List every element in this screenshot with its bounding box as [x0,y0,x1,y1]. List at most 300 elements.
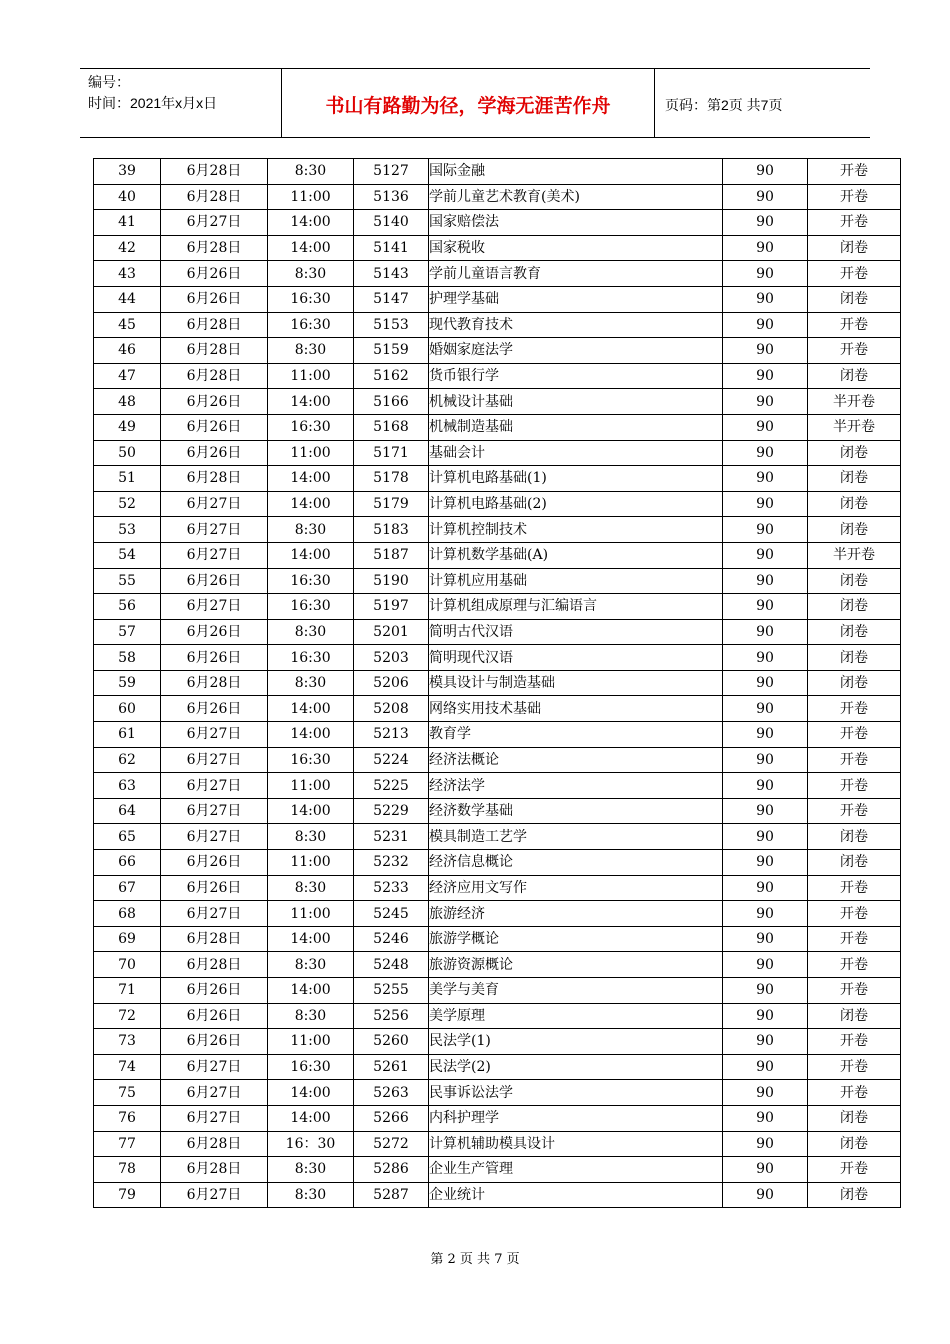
exam-date-cell: 6月28日 [161,1157,268,1183]
table-row [94,1029,901,1055]
course-name-cell: 学前儿童艺术教育(美术) [429,184,723,210]
row-number-cell: 63 [94,773,161,799]
row-number-cell: 48 [94,389,161,415]
course-name-cell: 计算机电路基础(1) [429,466,723,492]
duration-cell: 90 [723,798,808,824]
date-label: 时间：2021年x月x日 [88,95,218,111]
exam-time-cell: 14:00 [268,978,354,1004]
course-code-cell: 5153 [354,312,429,338]
exam-date-cell: 6月26日 [161,1003,268,1029]
row-number-cell: 69 [94,926,161,952]
table-row [94,773,901,799]
course-name-cell: 国家赔偿法 [429,210,723,236]
exam-time-cell: 8:30 [268,619,354,645]
row-number-cell: 75 [94,1080,161,1106]
table-row [94,594,901,620]
duration-cell: 90 [723,363,808,389]
course-code-cell: 5201 [354,619,429,645]
course-code-cell: 5127 [354,159,429,185]
course-code-cell: 5179 [354,491,429,517]
exam-date-cell: 6月27日 [161,901,268,927]
course-name-cell: 内科护理学 [429,1105,723,1131]
exam-time-cell: 11:00 [268,901,354,927]
exam-date-cell: 6月27日 [161,1054,268,1080]
row-number-cell: 50 [94,440,161,466]
duration-cell: 90 [723,491,808,517]
row-number-cell: 52 [94,491,161,517]
exam-type-cell: 闭卷 [808,235,901,261]
exam-type-cell: 开卷 [808,875,901,901]
exam-type-cell: 开卷 [808,338,901,364]
exam-time-cell: 14:00 [268,389,354,415]
table-row [94,670,901,696]
table-row [94,184,901,210]
exam-date-cell: 6月28日 [161,926,268,952]
exam-time-cell: 16:30 [268,312,354,338]
exam-schedule-table [93,158,901,1208]
course-name-cell: 护理学基础 [429,286,723,312]
table-row [94,978,901,1004]
course-code-cell: 5287 [354,1182,429,1208]
table-row [94,722,901,748]
exam-date-cell: 6月26日 [161,286,268,312]
course-code-cell: 5272 [354,1131,429,1157]
course-name-cell: 旅游经济 [429,901,723,927]
exam-date-cell: 6月27日 [161,517,268,543]
exam-time-cell: 11:00 [268,850,354,876]
duration-cell: 90 [723,1054,808,1080]
course-code-cell: 5178 [354,466,429,492]
row-number-cell: 46 [94,338,161,364]
exam-date-cell: 6月26日 [161,645,268,671]
course-name-cell: 计算机应用基础 [429,568,723,594]
exam-type-cell: 开卷 [808,261,901,287]
exam-date-cell: 6月27日 [161,1182,268,1208]
course-name-cell: 模具制造工艺学 [429,824,723,850]
table-row [94,517,901,543]
duration-cell: 90 [723,670,808,696]
course-name-cell: 计算机组成原理与汇编语言 [429,594,723,620]
row-number-cell: 59 [94,670,161,696]
table-row [94,542,901,568]
exam-date-cell: 6月26日 [161,440,268,466]
duration-cell: 90 [723,978,808,1004]
course-name-cell: 旅游资源概论 [429,952,723,978]
duration-cell: 90 [723,696,808,722]
duration-cell: 90 [723,159,808,185]
course-name-cell: 计算机电路基础(2) [429,491,723,517]
course-code-cell: 5141 [354,235,429,261]
duration-cell: 90 [723,1131,808,1157]
course-name-cell: 美学原理 [429,1003,723,1029]
exam-type-cell: 开卷 [808,1080,901,1106]
exam-time-cell: 8:30 [268,1003,354,1029]
exam-date-cell: 6月27日 [161,747,268,773]
exam-time-cell: 14:00 [268,466,354,492]
exam-type-cell: 半开卷 [808,414,901,440]
exam-time-cell: 14:00 [268,722,354,748]
duration-cell: 90 [723,466,808,492]
exam-type-cell: 开卷 [808,952,901,978]
course-code-cell: 5213 [354,722,429,748]
exam-type-cell: 闭卷 [808,594,901,620]
exam-time-cell: 14:00 [268,926,354,952]
table-row [94,338,901,364]
exam-time-cell: 8:30 [268,159,354,185]
course-name-cell: 经济法概论 [429,747,723,773]
row-number-cell: 77 [94,1131,161,1157]
duration-cell: 90 [723,952,808,978]
course-code-cell: 5197 [354,594,429,620]
duration-cell: 90 [723,261,808,287]
exam-date-cell: 6月28日 [161,466,268,492]
row-number-cell: 56 [94,594,161,620]
exam-type-cell: 开卷 [808,312,901,338]
course-code-cell: 5286 [354,1157,429,1183]
row-number-cell: 39 [94,159,161,185]
exam-date-cell: 6月26日 [161,850,268,876]
exam-time-cell: 8:30 [268,952,354,978]
row-number-cell: 53 [94,517,161,543]
course-code-cell: 5147 [354,286,429,312]
course-name-cell: 网络实用技术基础 [429,696,723,722]
exam-type-cell: 闭卷 [808,568,901,594]
exam-date-cell: 6月26日 [161,875,268,901]
table-row [94,159,901,185]
course-code-cell: 5229 [354,798,429,824]
duration-cell: 90 [723,901,808,927]
exam-type-cell: 开卷 [808,1157,901,1183]
course-name-cell: 国际金融 [429,159,723,185]
motto-text: 书山有路勤为径，学海无涯苦作舟 [325,95,611,117]
row-number-cell: 57 [94,619,161,645]
course-code-cell: 5159 [354,338,429,364]
row-number-cell: 40 [94,184,161,210]
table-row [94,261,901,287]
exam-date-cell: 6月27日 [161,491,268,517]
row-number-cell: 72 [94,1003,161,1029]
course-code-cell: 5143 [354,261,429,287]
exam-time-cell: 14:00 [268,542,354,568]
row-number-cell: 55 [94,568,161,594]
course-code-cell: 5206 [354,670,429,696]
exam-time-cell: 8:30 [268,261,354,287]
table-row [94,875,901,901]
row-number-cell: 66 [94,850,161,876]
course-code-cell: 5231 [354,824,429,850]
row-number-cell: 74 [94,1054,161,1080]
exam-date-cell: 6月26日 [161,619,268,645]
duration-cell: 90 [723,286,808,312]
exam-date-cell: 6月28日 [161,159,268,185]
exam-time-cell: 14:00 [268,491,354,517]
course-code-cell: 5248 [354,952,429,978]
exam-type-cell: 开卷 [808,901,901,927]
course-name-cell: 民法学(1) [429,1029,723,1055]
duration-cell: 90 [723,440,808,466]
row-number-cell: 41 [94,210,161,236]
exam-type-cell: 闭卷 [808,1105,901,1131]
table-row [94,491,901,517]
exam-type-cell: 开卷 [808,798,901,824]
course-code-cell: 5233 [354,875,429,901]
duration-cell: 90 [723,568,808,594]
table-row [94,1182,901,1208]
duration-cell: 90 [723,414,808,440]
exam-type-cell: 闭卷 [808,363,901,389]
duration-cell: 90 [723,1003,808,1029]
table-row [94,850,901,876]
exam-type-cell: 开卷 [808,926,901,952]
header-meta-cell [80,69,282,137]
course-code-cell: 5266 [354,1105,429,1131]
course-name-cell: 经济应用文写作 [429,875,723,901]
exam-type-cell: 开卷 [808,747,901,773]
course-name-cell: 货币银行学 [429,363,723,389]
duration-cell: 90 [723,235,808,261]
page-number-info: 页码：第2页 共7页 [665,97,783,113]
exam-time-cell: 8:30 [268,824,354,850]
exam-date-cell: 6月26日 [161,696,268,722]
duration-cell: 90 [723,850,808,876]
exam-time-cell: 11:00 [268,1029,354,1055]
duration-cell: 90 [723,210,808,236]
table-row [94,1157,901,1183]
row-number-cell: 58 [94,645,161,671]
exam-type-cell: 半开卷 [808,542,901,568]
exam-time-cell: 16:30 [268,568,354,594]
course-code-cell: 5208 [354,696,429,722]
duration-cell: 90 [723,312,808,338]
course-code-cell: 5260 [354,1029,429,1055]
course-name-cell: 民事诉讼法学 [429,1080,723,1106]
exam-date-cell: 6月27日 [161,1080,268,1106]
table-row [94,210,901,236]
course-code-cell: 5171 [354,440,429,466]
row-number-cell: 42 [94,235,161,261]
duration-cell: 90 [723,747,808,773]
exam-time-cell: 8:30 [268,1182,354,1208]
table-row [94,952,901,978]
table-row [94,1105,901,1131]
row-number-cell: 73 [94,1029,161,1055]
exam-date-cell: 6月27日 [161,594,268,620]
table-row [94,747,901,773]
exam-date-cell: 6月28日 [161,1131,268,1157]
course-code-cell: 5224 [354,747,429,773]
course-name-cell: 旅游学概论 [429,926,723,952]
table-row [94,466,901,492]
exam-type-cell: 闭卷 [808,286,901,312]
table-row [94,363,901,389]
table-row [94,645,901,671]
exam-date-cell: 6月26日 [161,978,268,1004]
duration-cell: 90 [723,338,808,364]
exam-date-cell: 6月28日 [161,338,268,364]
exam-time-cell: 16：30 [268,1131,354,1157]
row-number-cell: 62 [94,747,161,773]
exam-type-cell: 闭卷 [808,619,901,645]
table-row [94,1080,901,1106]
exam-time-cell: 11:00 [268,773,354,799]
exam-time-cell: 11:00 [268,440,354,466]
duration-cell: 90 [723,1029,808,1055]
course-name-cell: 企业生产管理 [429,1157,723,1183]
table-row [94,568,901,594]
exam-type-cell: 开卷 [808,773,901,799]
table-row [94,1054,901,1080]
row-number-cell: 79 [94,1182,161,1208]
table-row [94,312,901,338]
table-row [94,235,901,261]
course-code-cell: 5187 [354,542,429,568]
exam-date-cell: 6月27日 [161,210,268,236]
course-code-cell: 5168 [354,414,429,440]
course-name-cell: 计算机辅助模具设计 [429,1131,723,1157]
exam-time-cell: 11:00 [268,184,354,210]
exam-date-cell: 6月27日 [161,773,268,799]
exam-date-cell: 6月28日 [161,235,268,261]
exam-type-cell: 开卷 [808,696,901,722]
course-name-cell: 简明现代汉语 [429,645,723,671]
row-number-cell: 78 [94,1157,161,1183]
exam-time-cell: 14:00 [268,1080,354,1106]
exam-time-cell: 11:00 [268,363,354,389]
exam-date-cell: 6月27日 [161,824,268,850]
exam-date-cell: 6月26日 [161,261,268,287]
course-name-cell: 学前儿童语言教育 [429,261,723,287]
exam-type-cell: 闭卷 [808,645,901,671]
course-name-cell: 机械制造基础 [429,414,723,440]
exam-time-cell: 14:00 [268,235,354,261]
course-code-cell: 5256 [354,1003,429,1029]
course-code-cell: 5190 [354,568,429,594]
exam-type-cell: 闭卷 [808,517,901,543]
exam-type-cell: 开卷 [808,159,901,185]
duration-cell: 90 [723,645,808,671]
exam-type-cell: 闭卷 [808,824,901,850]
exam-type-cell: 闭卷 [808,1003,901,1029]
table-row [94,1003,901,1029]
row-number-cell: 67 [94,875,161,901]
duration-cell: 90 [723,517,808,543]
table-row [94,1131,901,1157]
duration-cell: 90 [723,1105,808,1131]
course-code-cell: 5263 [354,1080,429,1106]
course-name-cell: 企业统计 [429,1182,723,1208]
table-row [94,798,901,824]
course-name-cell: 经济信息概论 [429,850,723,876]
serial-number-label: 编号： [88,74,130,90]
course-code-cell: 5245 [354,901,429,927]
exam-date-cell: 6月28日 [161,363,268,389]
row-number-cell: 49 [94,414,161,440]
exam-type-cell: 闭卷 [808,1131,901,1157]
exam-time-cell: 14:00 [268,210,354,236]
duration-cell: 90 [723,594,808,620]
table-row [94,696,901,722]
page-footer: 第 2 页 共 7 页 [430,1252,520,1267]
exam-time-cell: 16:30 [268,1054,354,1080]
exam-type-cell: 半开卷 [808,389,901,415]
course-name-cell: 机械设计基础 [429,389,723,415]
exam-date-cell: 6月27日 [161,1105,268,1131]
exam-date-cell: 6月28日 [161,952,268,978]
row-number-cell: 51 [94,466,161,492]
exam-type-cell: 开卷 [808,184,901,210]
course-name-cell: 简明古代汉语 [429,619,723,645]
exam-type-cell: 开卷 [808,210,901,236]
table-row [94,824,901,850]
exam-date-cell: 6月26日 [161,1029,268,1055]
duration-cell: 90 [723,926,808,952]
table-row [94,440,901,466]
course-code-cell: 5166 [354,389,429,415]
row-number-cell: 71 [94,978,161,1004]
course-code-cell: 5232 [354,850,429,876]
course-code-cell: 5140 [354,210,429,236]
table-row [94,414,901,440]
exam-date-cell: 6月26日 [161,568,268,594]
exam-time-cell: 8:30 [268,875,354,901]
exam-type-cell: 闭卷 [808,1182,901,1208]
exam-time-cell: 16:30 [268,747,354,773]
course-name-cell: 基础会计 [429,440,723,466]
exam-time-cell: 16:30 [268,414,354,440]
exam-time-cell: 16:30 [268,286,354,312]
course-code-cell: 5261 [354,1054,429,1080]
course-name-cell: 计算机控制技术 [429,517,723,543]
exam-time-cell: 14:00 [268,798,354,824]
course-code-cell: 5203 [354,645,429,671]
exam-time-cell: 8:30 [268,517,354,543]
row-number-cell: 45 [94,312,161,338]
exam-time-cell: 16:30 [268,645,354,671]
exam-time-cell: 14:00 [268,696,354,722]
duration-cell: 90 [723,184,808,210]
row-number-cell: 65 [94,824,161,850]
exam-date-cell: 6月26日 [161,389,268,415]
exam-type-cell: 开卷 [808,722,901,748]
header-motto-cell [282,69,655,137]
course-name-cell: 民法学(2) [429,1054,723,1080]
exam-date-cell: 6月27日 [161,798,268,824]
row-number-cell: 76 [94,1105,161,1131]
exam-type-cell: 开卷 [808,1029,901,1055]
row-number-cell: 68 [94,901,161,927]
row-number-cell: 64 [94,798,161,824]
page-header [80,68,870,138]
table-row [94,901,901,927]
duration-cell: 90 [723,1182,808,1208]
row-number-cell: 43 [94,261,161,287]
exam-date-cell: 6月27日 [161,722,268,748]
exam-time-cell: 8:30 [268,670,354,696]
table-row [94,926,901,952]
duration-cell: 90 [723,773,808,799]
course-name-cell: 教育学 [429,722,723,748]
course-code-cell: 5183 [354,517,429,543]
exam-time-cell: 16:30 [268,594,354,620]
course-name-cell: 经济数学基础 [429,798,723,824]
exam-type-cell: 开卷 [808,1054,901,1080]
course-code-cell: 5136 [354,184,429,210]
row-number-cell: 44 [94,286,161,312]
course-code-cell: 5162 [354,363,429,389]
row-number-cell: 60 [94,696,161,722]
header-page-cell [655,69,870,137]
course-name-cell: 经济法学 [429,773,723,799]
